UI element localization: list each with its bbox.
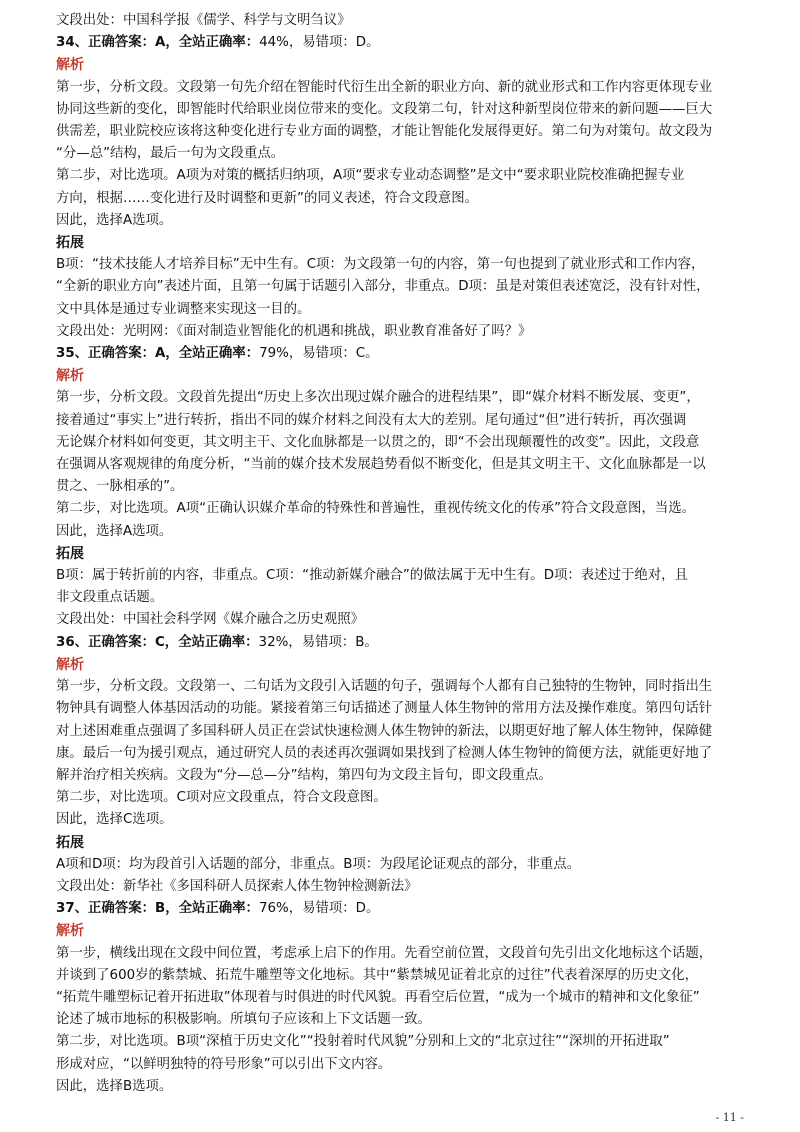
answer-value: A， (154, 346, 179, 362)
text-line: 因此，选择A选项。 (56, 212, 173, 228)
section-heading-extension: 拓展 (56, 545, 84, 562)
accuracy-label: 全站正确率： (178, 634, 259, 650)
text-line: “全新的职业方向”表述片面，且第一句属于话题引入部分，非重点。D项：虽是对策但表述宽泛，没有针对性， (56, 279, 710, 295)
text-line: 因此，选择B选项。 (56, 1078, 173, 1094)
text-line: 在强调从客观规律的角度分析，“当前的媒介技术发展趋势看似不断变化，但是其文明主干、文化血脉都是一以 (56, 457, 706, 473)
text-line: 第二步，对比选项。C项对应文段重点，符合文段意图。 (56, 790, 387, 806)
text-line: 第一步，分析文段。文段首先提出“历史上多次出现过媒介融合的进程结果”，即“媒介材料不断发展、变更”， (56, 390, 700, 406)
text-line: 非文段重点话题。 (56, 590, 164, 606)
accuracy-value: 44%，易错项：D。 (259, 35, 380, 51)
answer-label: 35、正确答案： (56, 346, 155, 362)
accuracy-label: 全站正确率： (178, 346, 260, 362)
text-line: 文中具体是通过专业调整来实现这一目的。 (56, 301, 311, 317)
answer-line (56, 632, 746, 654)
accuracy-label: 全站正确率： (178, 901, 259, 917)
answer-line (56, 898, 746, 920)
text-line: 第二步，对比选项。A项“正确认识媒介革命的特殊性和普遍性，重视传统文化的传承”符合文段意图，当选。 (56, 501, 695, 517)
text-line: 康。最后一句为援引观点，通过研究人员的表述再次强调如果找到了检测人体生物钟的简便方法，就能更好地了 (56, 745, 713, 761)
accuracy-value: 76%，易错项：D。 (258, 901, 380, 917)
text-line: 无论媒介材料如何变更，其文明主干、文化血脉都是一以贯之的，即“不会出现颠覆性的改变”。因此，文段意 (56, 434, 700, 450)
text-line: 文段出处：新华社《多国科研人员探索人体生物钟检测新法》 (56, 878, 418, 894)
document-body (56, 10, 746, 1098)
answer-line (56, 32, 746, 54)
text-line: 贯之、一脉相承的”。 (56, 479, 184, 495)
answer-value: A， (154, 35, 179, 51)
text-line: 形成对应，“以鲜明独特的符号形象”可以引出下文内容。 (56, 1056, 392, 1072)
text-line: 论述了城市地标的积极影响。所填句子应该和上下文话题一致。 (56, 1012, 431, 1028)
text-line: 对上述困难重点强调了多国科研人员正在尝试快速检测人体生物钟的新法，以期更好地了解人体生物钟，保障健 (56, 723, 713, 739)
text-line: 文段出处：光明网：《面对制造业智能化的机遇和挑战，职业教育准备好了吗？》 (56, 323, 532, 339)
accuracy-value: 32%，易错项：B。 (258, 634, 378, 650)
answer-label: 34、正确答案： (56, 35, 155, 51)
section-heading-analysis: 解析 (56, 656, 84, 673)
text-line: 因此，选择C选项。 (56, 812, 173, 828)
text-line: 第二步，对比选项。A项为对策的概括归纳项，A项“要求专业动态调整”是文中“要求职业院校准确把握专业 (56, 168, 685, 184)
accuracy-value: 79%，易错项：C。 (259, 346, 379, 362)
text-line: A项和D项：均为段首引入话题的部分，非重点。B项：为段尾论证观点的部分，非重点。 (56, 856, 581, 872)
answer-label: 37、正确答案： (56, 901, 155, 917)
text-line: 供需差，职业院校应该将这种变化进行专业方面的调整，才能让智能化发展得更好。第二句为对策句。故文段为 (56, 124, 713, 140)
text-line: 物钟具有调整人体基因活动的功能。紧接着第三句话描述了测量人体生物钟的常用方法及操作难度。第四句话针 (56, 701, 713, 717)
section-heading-analysis: 解析 (56, 57, 84, 74)
answer-label: 36、正确答案： (56, 634, 155, 650)
text-line: 第一步，横线出现在文段中间位置，考虑承上启下的作用。先看空前位置，文段首句先引出文化地标这个话题， (56, 945, 713, 961)
text-line: 解并治疗相关疾病。文段为“分—总—分”结构，第四句为文段主旨句，即文段重点。 (56, 767, 552, 783)
text-line: 文段出处：中国社会科学网《媒介融合之历史观照》 (56, 612, 364, 628)
section-heading-analysis: 解析 (56, 368, 84, 385)
text-line: 第一步，分析文段。文段第一句先介绍在智能时代衍生出全新的职业方向、新的就业形式和工作内容更体现专业 (56, 79, 713, 95)
text-line: 因此，选择A选项。 (56, 523, 173, 539)
section-heading-extension: 拓展 (56, 235, 84, 252)
text-line: B项：“技术技能人才培养目标”无中生有。C项：为文段第一句的内容，第一句也提到了就业形式和工作内容， (56, 257, 705, 273)
answer-value: B， (154, 901, 179, 917)
accuracy-label: 全站正确率： (178, 35, 260, 51)
page-number: - 11 - (715, 1111, 744, 1124)
text-line: 接着通过“事实上”进行转折，指出不同的媒介材料之间没有太大的差别。尾句通过“但”进行转折，再次强调 (56, 412, 687, 428)
text-line: “拓荒牛雕塑标记着开拓进取”体现着与时俱进的时代风貌。再看空后位置，“成为一个城市的精神和文化象征” (56, 989, 700, 1005)
answer-line (56, 343, 746, 365)
text-line: 第二步，对比选项。B项“深植于历史文化”“投射着时代风貌”分别和上文的“北京过往”“深圳的开拓进取” (56, 1034, 670, 1050)
text-line: 第一步，分析文段。文段第一、二句话为文段引入话题的句子，强调每个人都有自己独特的生物钟，同时指出生 (56, 679, 713, 695)
section-heading-extension: 拓展 (56, 834, 84, 851)
text-line: 文段出处：中国科学报《儒学、科学与文明刍议》 (56, 13, 351, 28)
text-line: 方向，根据……变化进行及时调整和更新”的同义表述，符合文段意图。 (56, 190, 479, 206)
text-line: 协同这些新的变化，即智能时代给职业岗位带来的变化。文段第二句，针对这种新型岗位带来的新问题——巨大 (56, 101, 713, 117)
answer-value: C， (154, 634, 179, 650)
section-heading-analysis: 解析 (56, 923, 84, 940)
text-line: B项：属于转折前的内容，非重点。C项：“推动新媒介融合”的做法属于无中生有。D项：表述过于绝对，且 (56, 568, 688, 584)
text-line: 并谈到了600岁的紫禁城、拓荒牛雕塑等文化地标。其中“紫禁城见证着北京的过往”代表着深厚的历史文化， (56, 967, 699, 983)
text-line: “分—总”结构，最后一句为文段重点。 (56, 146, 285, 162)
